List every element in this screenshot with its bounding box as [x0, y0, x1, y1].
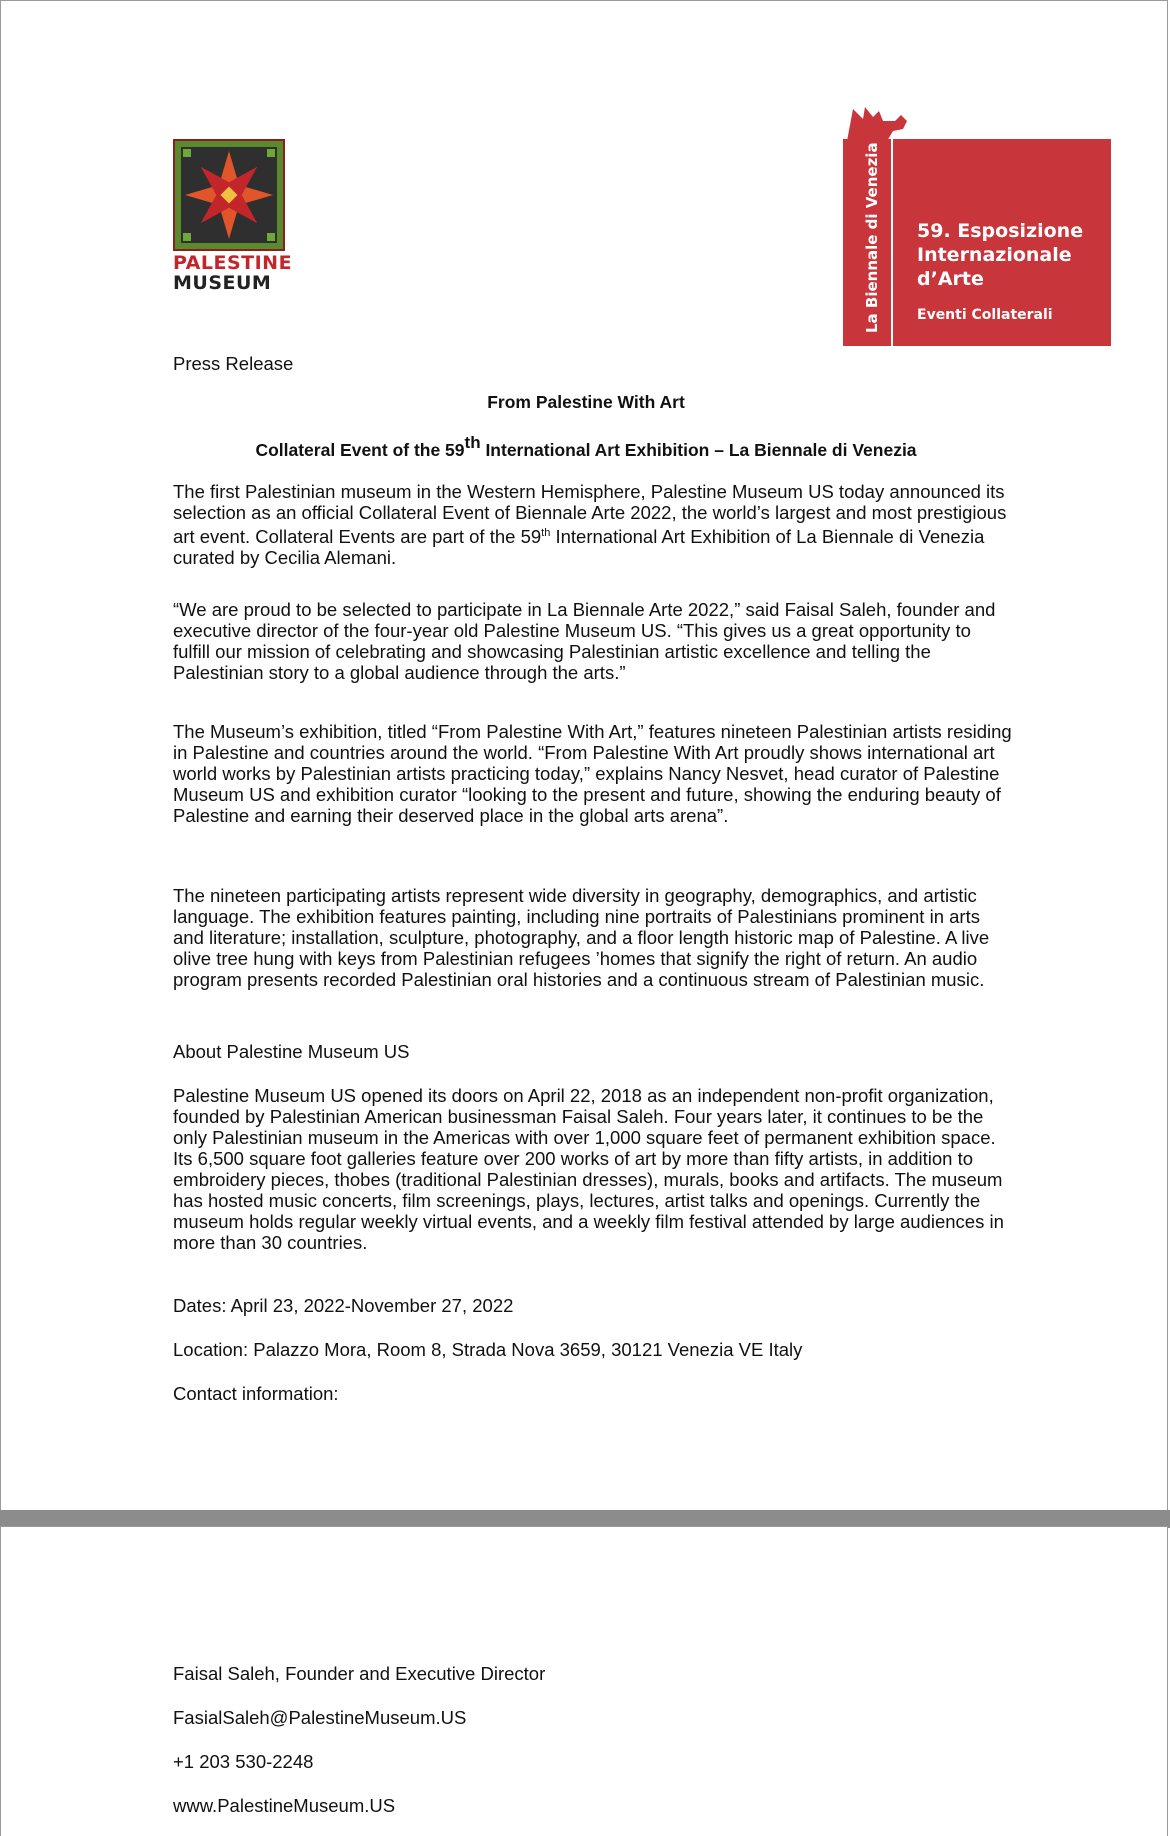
subtitle-post: International Art Exhibition – La Biennale di Venezia: [480, 440, 917, 460]
dates-line: Dates: April 23, 2022-November 27, 2022: [173, 1295, 514, 1316]
press-release-label: Press Release: [173, 353, 294, 374]
contact-phone: +1 203 530-2248: [173, 1751, 314, 1772]
museum-logo-line2: MUSEUM: [173, 272, 272, 294]
location-line: Location: Palazzo Mora, Room 8, Strada Nova 3659, 30121 Venezia VE Italy: [173, 1339, 803, 1360]
biennale-title: [917, 219, 1083, 291]
biennale-subtitle: Eventi Collaterali: [917, 307, 1053, 323]
museum-logo-line1: PALESTINE: [173, 252, 293, 274]
biennale-title-line2: Internazionale: [917, 244, 1072, 266]
subtitle-pre: Collateral Event of the 59: [255, 440, 465, 460]
paragraph-1: [173, 481, 1013, 568]
paragraph-1-end: International Art Exhibition of La Biennale di Venezia curated by Cecilia Alemani.: [173, 526, 985, 569]
biennale-title-line3: d’Arte: [917, 268, 984, 290]
paragraph-4: The nineteen participating artists represent wide diversity in geography, demographics, and artistic language. The exhibition features painting, including nine portraits of Palestinians prominent in arts and literature; installation, sculpture, photography, and a floor length historic map of Palestine. A live olive tree hung with keys from Palestinian refugees ’homes that signify the right of return. An audio program presents recorded Palestinian oral histories and a continuous stream of Palestinian music.: [173, 885, 990, 990]
biennale-logo: [843, 101, 1111, 346]
paragraph-2: “We are proud to be selected to participate in La Biennale Arte 2022,” said Faisal Saleh, founder and executive director of the four-year old Palestine Museum US. “This gives us a great opportunity to fulfill our mission of celebrating and showcasing Palestinian artistic excellence and telling the Palestinian story to a global audience through the arts.”: [173, 599, 996, 683]
contact-email: FasialSaleh@PalestineMuseum.US: [173, 1707, 467, 1728]
about-heading: About Palestine Museum US: [173, 1041, 410, 1062]
contact-website: www.PalestineMuseum.US: [173, 1795, 396, 1816]
biennale-title-line1: 59. Esposizione: [917, 220, 1084, 242]
biennale-vertical-text: La Biennale di Venezia: [863, 142, 881, 333]
document-subtitle: [173, 432, 999, 461]
document-page-2: [0, 1526, 1168, 1836]
document-title: From Palestine With Art: [487, 392, 685, 412]
embroidery-star-icon: [173, 139, 285, 251]
contact-name: Faisal Saleh, Founder and Executive Director: [173, 1663, 546, 1684]
paragraph-1-sup: th: [541, 527, 551, 539]
palestine-museum-logo: [173, 139, 291, 293]
paragraph-5: Palestine Museum US opened its doors on April 22, 2018 as an independent non-profit organization, founded by Palestinian American businessman Faisal Saleh. Four years later, it continues to be the only Palestinian museum in the Americas with over 1,000 square feet of permanent exhibition space. Its 6,500 square foot galleries feature over 200 works of art by more than fifty artists, in addition to embroidery pieces, thobes (traditional Palestinian dresses), murals, books and artifacts. The museum has hosted music concerts, film screenings, plays, lectures, artist talks and openings. Currently the museum holds regular weekly virtual events, and a weekly film festival attended by large audiences in more than 30 countries.: [173, 1085, 1004, 1253]
subtitle-sup: th: [464, 433, 481, 452]
contact-label: Contact information:: [173, 1383, 339, 1404]
paragraph-1-text: The first Palestinian museum in the Western Hemisphere, Palestine Museum US today announced its selection as an official Collateral Event of Biennale Arte 2022, the world’s largest and most prestigious art event. Collateral Events are part of the 59: [173, 481, 1007, 548]
paragraph-3: The Museum’s exhibition, titled “From Palestine With Art,” features nineteen Palestinian artists residing in Palestine and countries around the world. “From Palestine With Art proudly shows international art world works by Palestinian artists practicing today,” explains Nancy Nesvet, head curator of Palestine Museum US and exhibition curator “looking to the present and future, showing the enduring beauty of Palestine and earning their deserved place in the global arts arena”.: [173, 721, 1012, 826]
